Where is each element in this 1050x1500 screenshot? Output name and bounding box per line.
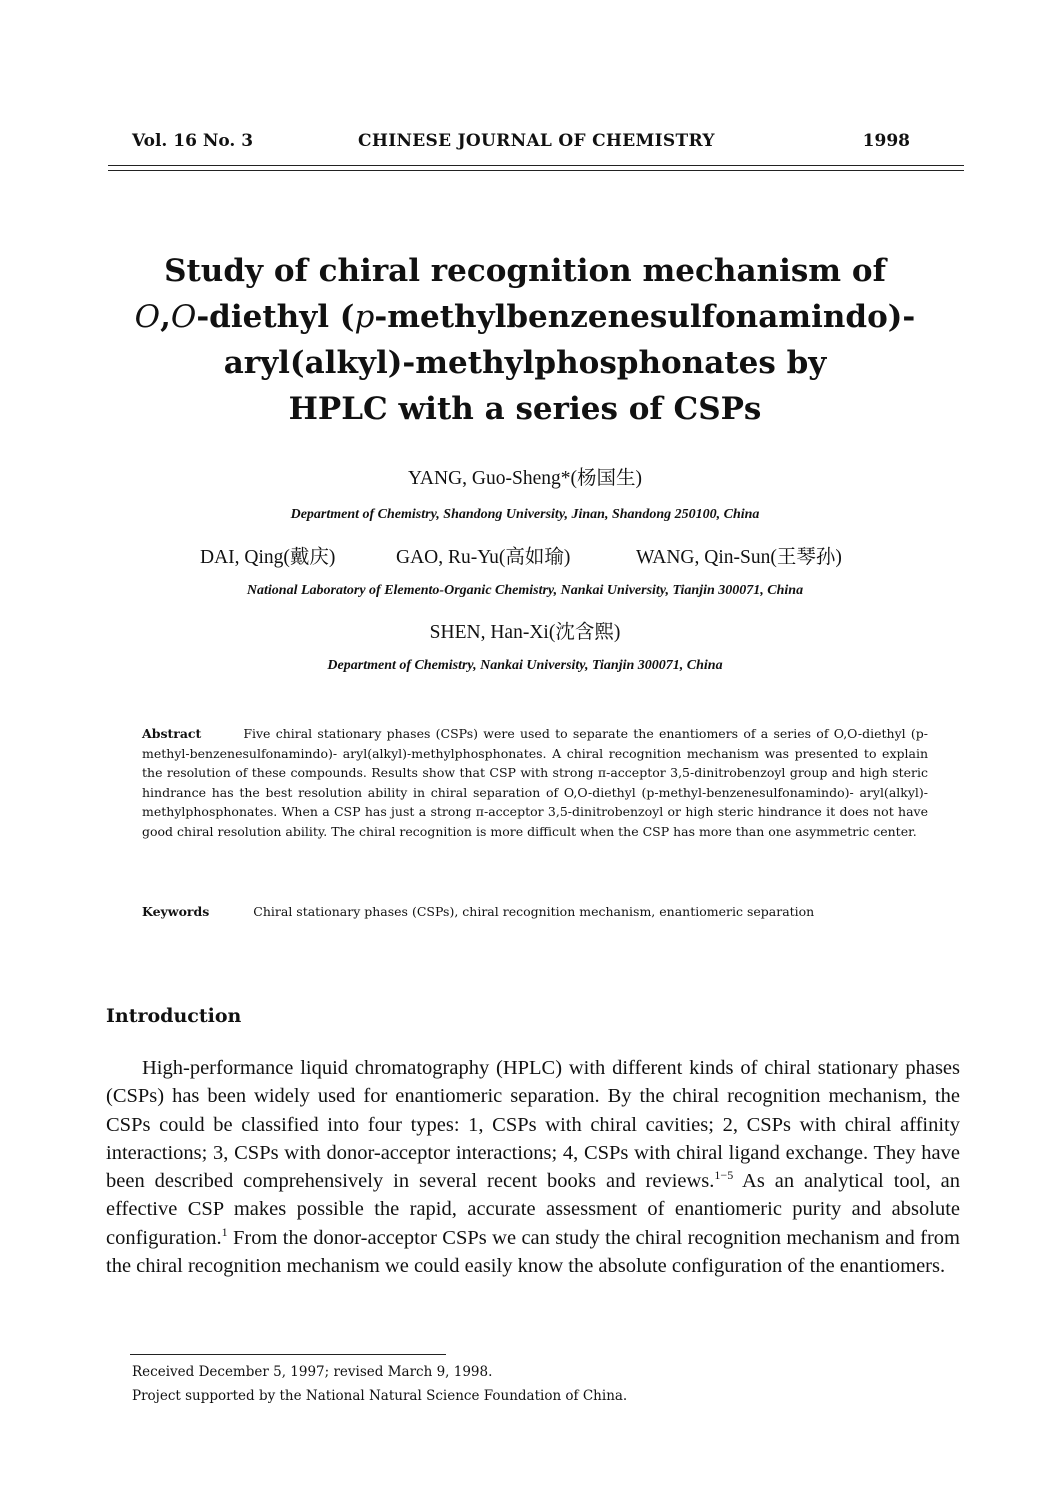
keywords-text: Chiral stationary phases (CSPs), chiral recognition mechanism, enantiomeric separation: [253, 904, 815, 919]
introduction-paragraph: [106, 1054, 960, 1280]
journal-year: 1998: [862, 131, 910, 151]
running-header: [132, 131, 910, 157]
journal-name: CHINESE JOURNAL OF CHEMISTRY: [358, 131, 715, 151]
author-shen: SHEN, Han-Xi(沈含熙): [429, 622, 621, 643]
author-wang: WANG, Qin-Sun(王琴孙): [636, 547, 842, 568]
section-heading-introduction: Introduction: [106, 1005, 242, 1027]
author-dai: DAI, Qing(戴庆): [200, 547, 336, 568]
paper-title: [110, 248, 940, 432]
intro-text-part-1: High-performance liquid chromatography (HPLC) with different kinds of chiral stationary phases (CSPs) has been widely used for enantiomeric separation. By the chiral recognition mechanism, the CSPs could be classified into four types: 1, CSPs with chiral cavities; 2, CSPs with chiral affinity interactions; 3, CSPs with donor-acceptor interactions; 4, CSPs with chiral ligand exchange. They have been described comprehensively in several recent books and reviews.: [106, 1057, 960, 1193]
keywords-label: Keywords: [142, 904, 210, 919]
authors-row-nankai: [200, 541, 880, 567]
author-yang: YANG, Guo-Sheng*(杨国生): [408, 468, 642, 489]
abstract-text: Five chiral stationary phases (CSPs) were used to separate the enantiomers of a series of O,O-diethyl (p-methyl-benzenesulfonamindo)- aryl(alkyl)-methylphosphonates. A chiral recognition mechanism was presented to explain the resolution of these compounds. Results show that CSP with strong π-acceptor 3,5-dinitrobenzoyl group and high steric hindrance has the best resolution ability in chiral separation of O,O-diethyl (p-methyl-benzenesulfonamindo)- aryl(alkyl)-methylphosphonates. When a CSP has just a strong π-acceptor 3,5-dinitrobenzoyl or high steric hindrance it does not have good chiral resolution ability. The chiral recognition is more difficult when the CSP has more than one asymmetric center.: [142, 726, 928, 839]
keywords: [142, 902, 928, 922]
title-line-3: aryl(alkyl)-methylphosphonates by: [223, 345, 827, 381]
affiliation-nankai-lab: National Laboratory of Elemento-Organic Chemistry, Nankai University, Tianjin 300071, China: [246, 583, 804, 598]
header-rule-bottom: [108, 170, 964, 171]
citation-1: 1: [221, 1224, 228, 1239]
affiliation-shandong: Department of Chemistry, Shandong University, Jinan, Shandong 250100, China: [290, 507, 760, 522]
footnote-funding: Project supported by the National Natural Science Foundation of China.: [132, 1388, 628, 1404]
abstract: [142, 724, 928, 842]
title-line-1: Study of chiral recognition mechanism of: [164, 253, 886, 289]
intro-text-part-2: As an analytical tool, an effective CSP makes possible the rapid, accurate assessment of enantiomeric purity and absolute configuration.: [106, 1170, 961, 1249]
author-gao: GAO, Ru-Yu(高如瑜): [396, 547, 571, 568]
title-line-4: HPLC with a series of CSPs: [288, 391, 762, 427]
footnote-received: Received December 5, 1997; revised March 9, 1998.: [132, 1364, 493, 1380]
affiliation-nankai-chem: Department of Chemistry, Nankai University, Tianjin 300071, China: [327, 658, 723, 673]
abstract-label: Abstract: [142, 726, 202, 741]
intro-text-part-3: From the donor-acceptor CSPs we can study the chiral recognition mechanism and from the chiral recognition mechanism we could easily know the absolute configuration of the enantiomers.: [106, 1226, 960, 1278]
citation-1-5: 1−5: [714, 1168, 734, 1183]
footnote-rule: [130, 1354, 446, 1355]
footnotes: [132, 1360, 932, 1408]
title-line-2: O,O-diethyl (p-methylbenzenesulfonamindo)-: [134, 299, 916, 335]
journal-volume: Vol. 16 No. 3: [132, 131, 254, 151]
header-rule-top: [108, 165, 964, 166]
